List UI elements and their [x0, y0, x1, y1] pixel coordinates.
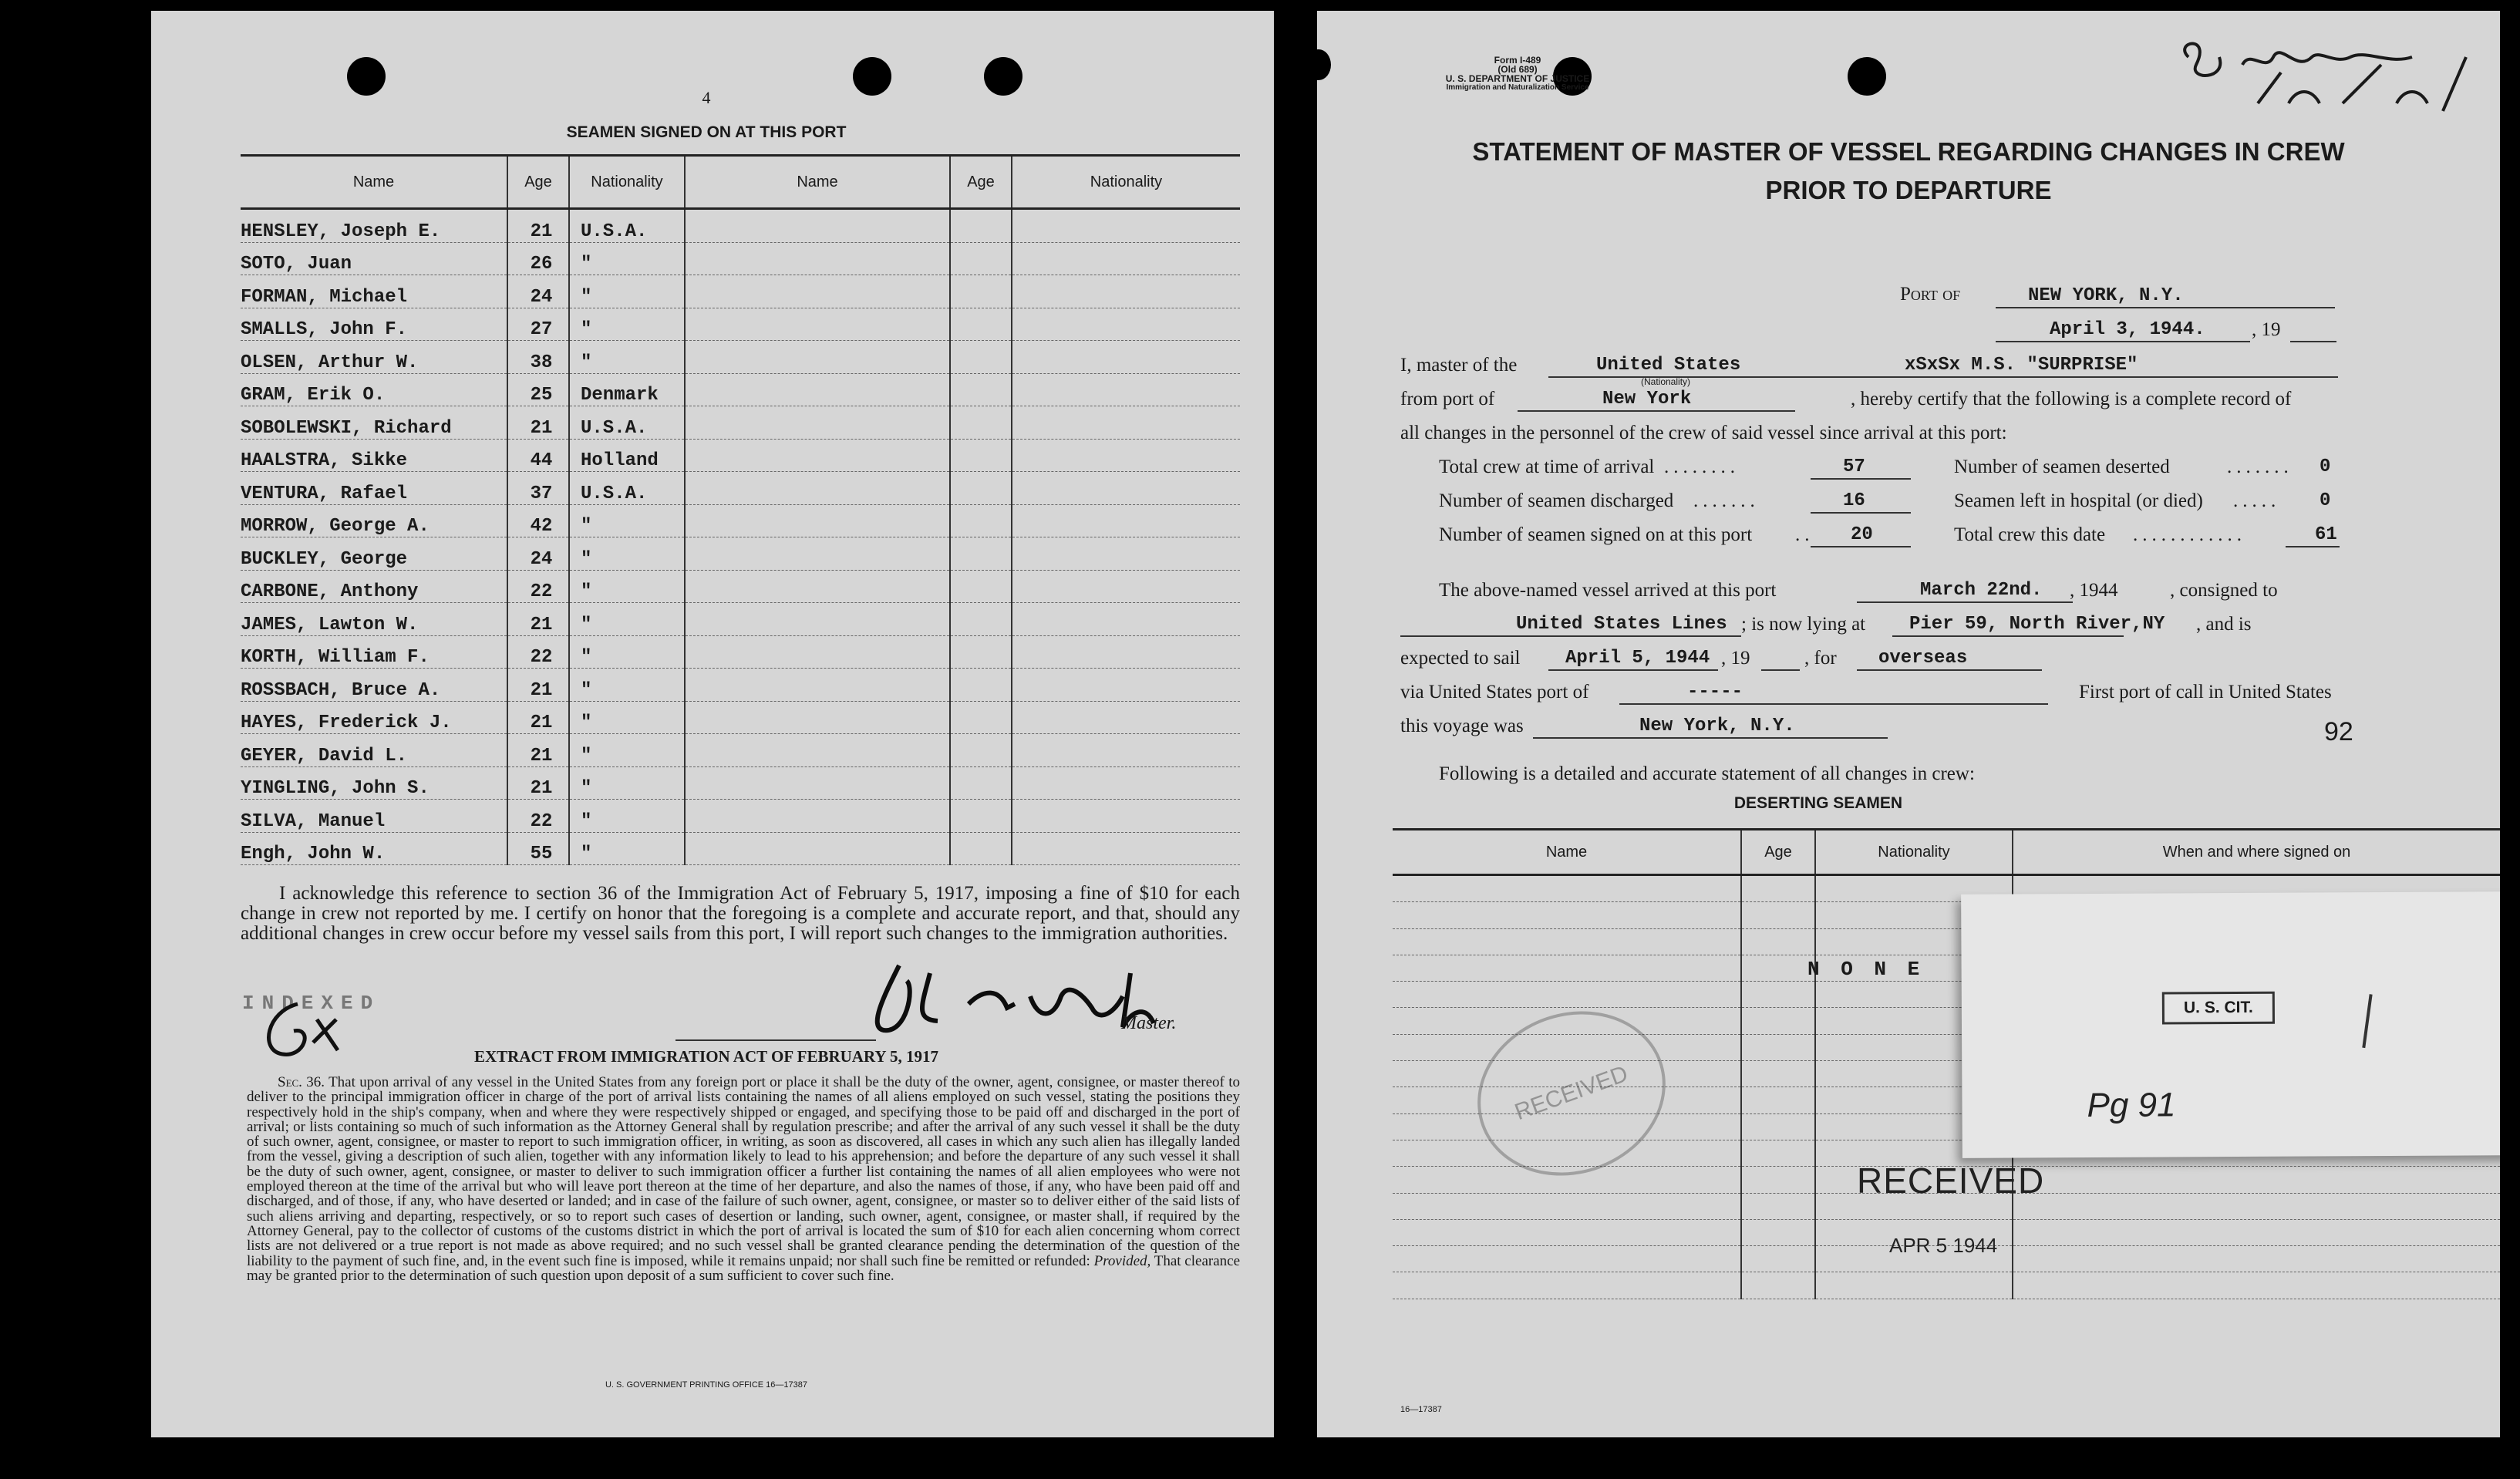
seaman-name: GEYER, David L.	[241, 734, 507, 767]
stat-discharged-label: Number of seamen discharged	[1439, 490, 1674, 511]
empty-cell	[1012, 832, 1240, 865]
empty-cell	[685, 766, 950, 800]
stat-dots: ............	[2133, 524, 2246, 545]
vessel-value: xSxSx M.S. "SURPRISE"	[1905, 355, 2138, 376]
seaman-age: 22	[507, 635, 569, 669]
voyage-value: New York, N.Y.	[1639, 716, 1795, 736]
empty-cell	[1393, 928, 1741, 955]
empty-cell	[685, 242, 950, 275]
empty-cell	[950, 766, 1012, 800]
seaman-age: 24	[507, 537, 569, 571]
header-nationality-2: Nationality	[1012, 156, 1240, 209]
seaman-nationality: "	[569, 832, 685, 865]
empty-cell	[1012, 537, 1240, 571]
empty-cell	[950, 209, 1012, 243]
via-value: -----	[1687, 682, 1743, 702]
empty-cell	[1741, 1140, 1815, 1166]
empty-cell	[950, 341, 1012, 374]
table-row	[241, 275, 1240, 308]
punch-hole	[984, 57, 1022, 96]
title-line-2: PRIOR TO DEPARTURE	[1765, 176, 2052, 204]
empty-cell	[950, 734, 1012, 767]
signature-rule	[675, 1039, 876, 1041]
seaman-name: SOBOLEWSKI, Richard	[241, 406, 507, 440]
empty-cell	[950, 635, 1012, 669]
old-form: (Old 689)	[1498, 64, 1538, 75]
empty-cell	[1012, 373, 1240, 406]
service: Immigration and Naturalization Service	[1446, 83, 1589, 92]
consignee-rule	[1400, 635, 1741, 637]
seaman-age: 22	[507, 800, 569, 833]
table-row	[241, 832, 1240, 865]
table-row	[241, 537, 1240, 571]
seaman-name: OLSEN, Arthur W.	[241, 341, 507, 374]
seaman-age: 21	[507, 406, 569, 440]
seaman-name: Engh, John W.	[241, 832, 507, 865]
stat-rule	[1811, 478, 1911, 480]
seaman-nationality: "	[569, 504, 685, 537]
empty-cell	[1741, 1193, 1815, 1219]
seaman-name: KORTH, William F.	[241, 635, 507, 669]
seaman-name: GRAM, Erik O.	[241, 373, 507, 406]
stat-arrival-label: Total crew at time of arrival	[1439, 457, 1655, 477]
destination-rule	[1857, 669, 2042, 671]
empty-cell	[1741, 875, 1815, 902]
extract-title: EXTRACT FROM IMMIGRATION ACT OF FEBRUARY 5, 1917	[473, 1047, 939, 1066]
seaman-nationality: "	[569, 734, 685, 767]
empty-cell	[950, 570, 1012, 603]
empty-cell	[1741, 982, 1815, 1008]
seaman-name: CARBONE, Anthony	[241, 570, 507, 603]
pasted-slip	[1961, 891, 2500, 1158]
table-row	[1393, 1272, 2500, 1299]
empty-cell	[685, 570, 950, 603]
empty-cell	[1741, 1113, 1815, 1140]
lying-rule	[1892, 635, 2124, 637]
stat-dots: ........	[1664, 457, 1740, 477]
empty-cell	[1012, 766, 1240, 800]
header-nationality: Nationality	[569, 156, 685, 209]
empty-cell	[1012, 275, 1240, 308]
following-text: Following is a detailed and accurate statement of all changes in crew:	[1439, 763, 1975, 784]
empty-cell	[685, 635, 950, 669]
empty-cell	[685, 537, 950, 571]
stat-discharged-value: 16	[1843, 490, 1865, 511]
seaman-age: 42	[507, 504, 569, 537]
empty-cell	[1741, 1061, 1815, 1087]
seaman-age: 37	[507, 472, 569, 505]
from-port-rule	[1518, 410, 1795, 412]
page-mark: 92	[2324, 717, 2353, 746]
table-row	[241, 734, 1240, 767]
seaman-nationality: Holland	[569, 439, 685, 472]
punch-hole	[1848, 57, 1886, 96]
consigned-text: , consigned to	[2170, 580, 2278, 601]
stat-deserted-value: 0	[2320, 457, 2331, 477]
seaman-age: 44	[507, 439, 569, 472]
extract-tail: That clearance may be granted prior to the determination of such question upon deposit of a sum sufficient to cover such fine.	[247, 1252, 1241, 1284]
master-label: Master.	[1121, 1013, 1177, 1033]
empty-cell	[685, 832, 950, 865]
table-row	[241, 766, 1240, 800]
seamen-table-header	[241, 156, 1240, 209]
nineteen: , 19	[1721, 648, 1750, 669]
received-circle-stamp: RECEIVED	[1454, 985, 1689, 1201]
seaman-nationality: "	[569, 766, 685, 800]
stat-today-value: 61	[2315, 524, 2337, 545]
empty-cell	[1012, 242, 1240, 275]
seaman-age: 21	[507, 701, 569, 734]
seaman-name: FORMAN, Michael	[241, 275, 507, 308]
seaman-age: 25	[507, 373, 569, 406]
empty-cell	[685, 275, 950, 308]
empty-cell	[1741, 1219, 1815, 1245]
seaman-nationality: Denmark	[569, 373, 685, 406]
printer-line: U. S. GOVERNMENT PRINTING OFFICE 16—17387	[605, 1380, 808, 1390]
empty-cell	[950, 832, 1012, 865]
year-rule-2	[1761, 669, 1800, 671]
empty-cell	[2013, 1167, 2500, 1193]
seaman-age: 24	[507, 275, 569, 308]
via-rule	[1619, 703, 2048, 705]
seaman-name: HAALSTRA, Sikke	[241, 439, 507, 472]
empty-cell	[2013, 1246, 2500, 1272]
table-row	[241, 406, 1240, 440]
certify-text: , hereby certify that the following is a complete record of	[1851, 389, 2292, 409]
acknowledgment-text: I acknowledge this reference to section 36 of the Immigration Act of February 5, 1917, imposing a fine of $10 for each change in crew not reported by me. I certify on honor that the foregoing is a complete and accurate report, and that, should any additional changes in crew occur before my vessel sails from this port, I will report such changes to the immigration authorities.	[241, 883, 1240, 944]
title-line-1: STATEMENT OF MASTER OF VESSEL REGARDING CHANGES IN CREW	[1472, 137, 2345, 166]
stat-rule	[2286, 546, 2340, 547]
seaman-nationality: "	[569, 341, 685, 374]
us-cit-stamp: U. S. CIT.	[2162, 992, 2275, 1025]
empty-cell	[1741, 902, 1815, 928]
seaman-nationality: "	[569, 275, 685, 308]
destination: overseas	[1878, 648, 1968, 669]
arrived-rule	[1857, 601, 2073, 603]
from-port-label: from port of	[1400, 389, 1495, 409]
seaman-age: 21	[507, 766, 569, 800]
empty-cell	[1012, 570, 1240, 603]
seaman-name: SMALLS, John F.	[241, 308, 507, 341]
empty-cell	[950, 537, 1012, 571]
seaman-nationality: "	[569, 308, 685, 341]
header-name-2: Name	[685, 156, 950, 209]
sail-date: April 5, 1944	[1565, 648, 1710, 669]
empty-cell	[685, 504, 950, 537]
form-number: Form I-489	[1494, 55, 1541, 66]
empty-cell	[685, 669, 950, 702]
table-row	[241, 308, 1240, 341]
empty-cell	[685, 406, 950, 440]
arrived-text: The above-named vessel arrived at this port	[1439, 580, 1777, 601]
form-title	[1317, 133, 2500, 210]
deserting-table-header	[1393, 830, 2500, 875]
empty-cell	[685, 701, 950, 734]
table-row	[241, 669, 1240, 702]
empty-cell	[950, 669, 1012, 702]
first-port-text: First port of call in United States	[2079, 682, 2332, 702]
empty-cell	[1393, 1193, 1741, 1219]
port-label: Port of	[1900, 284, 1961, 305]
master-of-label: I, master of the	[1400, 355, 1518, 376]
table-row	[241, 209, 1240, 243]
empty-cell	[1393, 982, 1741, 1008]
stat-signed-value: 20	[1851, 524, 1873, 545]
department: U. S. DEPARTMENT OF JUSTICE	[1445, 73, 1590, 84]
date-rule	[1996, 341, 2250, 342]
expected-text: expected to sail	[1400, 648, 1521, 669]
empty-cell	[1815, 1272, 2013, 1299]
empty-cell	[1012, 603, 1240, 636]
stat-arrival-value: 57	[1843, 457, 1865, 477]
lying-text: ; is now lying at	[1741, 614, 1866, 635]
stat-deserted-label: Number of seamen deserted	[1954, 457, 2170, 477]
empty-cell	[950, 504, 1012, 537]
empty-cell	[2013, 1272, 2500, 1299]
empty-cell	[1741, 1087, 1815, 1113]
desert-header-nationality: Nationality	[1815, 830, 2013, 875]
seaman-age: 21	[507, 734, 569, 767]
empty-cell	[1741, 928, 1815, 955]
empty-cell	[1012, 472, 1240, 505]
stat-dots: .......	[2227, 457, 2293, 477]
sec-label: Sec. 36.	[278, 1074, 325, 1090]
form-header	[1410, 56, 1626, 93]
seaman-name: JAMES, Lawton W.	[241, 603, 507, 636]
for-text: , for	[1804, 648, 1837, 669]
seaman-name: YINGLING, John S.	[241, 766, 507, 800]
stat-dots: ..	[1795, 524, 1814, 545]
seaman-age: 55	[507, 832, 569, 865]
empty-cell	[1741, 1034, 1815, 1060]
punch-hole	[853, 57, 891, 96]
seaman-name: SILVA, Manuel	[241, 800, 507, 833]
page-number: 4	[702, 88, 711, 107]
table-row	[241, 603, 1240, 636]
empty-cell	[950, 373, 1012, 406]
stat-hospital-label: Seamen left in hospital (or died)	[1954, 490, 2203, 511]
stat-dots: .....	[2233, 490, 2281, 511]
empty-cell	[950, 242, 1012, 275]
voyage-rule	[1533, 737, 1888, 739]
seaman-age: 26	[507, 242, 569, 275]
header-age-2: Age	[950, 156, 1012, 209]
seaman-name: MORROW, George A.	[241, 504, 507, 537]
empty-cell	[950, 701, 1012, 734]
empty-cell	[1393, 902, 1741, 928]
consignee: United States Lines	[1516, 614, 1727, 635]
seaman-name: HENSLEY, Joseph E.	[241, 209, 507, 243]
seaman-age: 38	[507, 341, 569, 374]
left-page	[151, 11, 1274, 1437]
table-row	[241, 504, 1240, 537]
nationality-value: United States	[1596, 355, 1741, 376]
empty-cell	[1012, 341, 1240, 374]
empty-cell	[685, 800, 950, 833]
extract-text: That upon arrival of any vessel in the United States from any foreign port or place it shall be the duty of the owner, agent, consignee, or master thereof to deliver to the principal immigration officer in charge of the port of arrival lists containing the names of all aliens employed on such vessel, stating the positions they respectively hold in the ship's company, when and where they were respectively shipped or engaged, and specifying those to be paid off and discharged in the port of arrival; or lists containing so much of such information as the Attorney General shall by regulation prescribe; and after the arrival of any such vessel it shall be the duty of such owner, agent, consignee, or master to report to such immigration officer, in writing, as soon as discovered, all cases in which any such alien has illegally landed from the vessel, giving a description of such alien, together with any information likely to lead to his apprehension; and before the departure of any such vessel it shall be the duty of such owner, agent, consignee, or master to deliver to such immigration officer a further list containing the names of all alien employees who were not employed thereon at the time of the arrival but who will leave port thereon at the time of her departure, and also the names of those, if any, who have been paid off and discharged, and of those, if any, who have deserted or landed; and in case of the failure of such owner, agent, consignee, or master so to deliver either of the said lists of such aliens arriving and departing, respectively, or so to report such cases of desertion or landing, such owner, agent, consignee, or master shall, if required by the Attorney General, pay to the collector of customs of the customs district in which the port of arrival is located the sum of $10 for each alien concerning whom correct lists are not delivered or a true report is not made as above required; and no such vessel shall be granted clearance pending the determination of the question of the liability to the payment of such fine, and, in the event such fine is imposed, while it remains unpaid; nor shall such fine be remitted or refunded:	[247, 1074, 1240, 1269]
seaman-name: HAYES, Frederick J.	[241, 701, 507, 734]
year-suffix: , 19	[2252, 319, 2281, 340]
empty-cell	[950, 472, 1012, 505]
table-row	[241, 635, 1240, 669]
seaman-age: 22	[507, 570, 569, 603]
seaman-name: BUCKLEY, George	[241, 537, 507, 571]
empty-cell	[685, 439, 950, 472]
seaman-nationality: U.S.A.	[569, 209, 685, 243]
empty-cell	[1393, 1246, 1741, 1272]
header-name: Name	[241, 156, 507, 209]
lying-value: Pier 59, North River,NY	[1909, 614, 2165, 635]
arrived-year: , 1944	[2070, 580, 2118, 601]
empty-cell	[1393, 1272, 1741, 1299]
none-text: N O N E	[1807, 958, 1925, 981]
pasted-note: Pg 91	[2087, 1086, 2176, 1125]
punch-hole	[347, 57, 386, 96]
empty-cell	[1741, 955, 1815, 981]
punch-hole	[1317, 49, 1331, 80]
received-date: APR 5 1944	[1889, 1234, 1998, 1257]
empty-cell	[1012, 635, 1240, 669]
empty-cell	[1012, 734, 1240, 767]
seaman-nationality: U.S.A.	[569, 406, 685, 440]
empty-cell	[685, 308, 950, 341]
empty-cell	[950, 308, 1012, 341]
all-changes-text: all changes in the personnel of the crew of said vessel since arrival at this port:	[1400, 423, 2007, 443]
seamen-table	[241, 154, 1240, 865]
empty-cell	[1393, 1219, 1741, 1245]
empty-cell	[950, 275, 1012, 308]
empty-cell	[950, 800, 1012, 833]
stat-rule	[1811, 512, 1911, 514]
right-page	[1317, 11, 2500, 1437]
empty-cell	[1393, 875, 1741, 902]
seaman-age: 21	[507, 603, 569, 636]
table-row	[241, 800, 1240, 833]
seaman-nationality: "	[569, 669, 685, 702]
empty-cell	[2013, 1193, 2500, 1219]
empty-cell	[1741, 1272, 1815, 1299]
empty-cell	[685, 472, 950, 505]
header-age: Age	[507, 156, 569, 209]
seaman-nationality: "	[569, 800, 685, 833]
empty-cell	[950, 603, 1012, 636]
stat-today-label: Total crew this date	[1954, 524, 2106, 545]
port-rule	[1996, 307, 2335, 308]
pen-mark	[2362, 994, 2372, 1048]
empty-cell	[1393, 955, 1741, 981]
seaman-name: VENTURA, Rafael	[241, 472, 507, 505]
seaman-nationality: "	[569, 242, 685, 275]
empty-cell	[685, 209, 950, 243]
table-row	[241, 439, 1240, 472]
empty-cell	[950, 439, 1012, 472]
empty-cell	[1012, 439, 1240, 472]
voyage-text: this voyage was	[1400, 716, 1524, 736]
seaman-name: SOTO, Juan	[241, 242, 507, 275]
seaman-nationality: "	[569, 537, 685, 571]
empty-cell	[1012, 406, 1240, 440]
deserting-title: DESERTING SEAMEN	[1733, 794, 1903, 812]
empty-cell	[1012, 209, 1240, 243]
stat-hospital-value: 0	[2320, 490, 2331, 511]
empty-cell	[1012, 800, 1240, 833]
arrived-date: March 22nd.	[1920, 580, 2043, 601]
seaman-age: 21	[507, 669, 569, 702]
from-port-value: New York	[1602, 389, 1692, 409]
table-row	[241, 242, 1240, 275]
and-is: , and is	[2196, 614, 2252, 635]
table-row	[241, 373, 1240, 406]
received-stamp: RECEIVED	[1857, 1161, 2045, 1201]
seaman-age: 27	[507, 308, 569, 341]
handwritten-note	[2212, 26, 2387, 56]
seaman-name: ROSSBACH, Bruce A.	[241, 669, 507, 702]
table-row	[241, 570, 1240, 603]
section-title: SEAMEN SIGNED ON AT THIS PORT	[566, 123, 847, 141]
table-row	[241, 341, 1240, 374]
empty-cell	[1012, 504, 1240, 537]
empty-cell	[685, 734, 950, 767]
empty-cell	[1741, 1008, 1815, 1034]
seaman-nationality: "	[569, 635, 685, 669]
empty-cell	[2013, 1219, 2500, 1245]
seaman-nationality: "	[569, 570, 685, 603]
port-value: NEW YORK, N.Y.	[2028, 285, 2184, 306]
empty-cell	[685, 341, 950, 374]
empty-cell	[1741, 1167, 1815, 1193]
seaman-nationality: "	[569, 701, 685, 734]
indexed-stamp: INDEXED	[242, 992, 381, 1015]
desert-header-age: Age	[1741, 830, 1815, 875]
empty-cell	[1012, 701, 1240, 734]
empty-cell	[1741, 1246, 1815, 1272]
desert-header-signed: When and where signed on	[2013, 830, 2500, 875]
nationality-caption: (Nationality)	[1641, 376, 1691, 387]
sail-rule	[1548, 669, 1718, 671]
desert-header-name: Name	[1393, 830, 1741, 875]
empty-cell	[1012, 669, 1240, 702]
initials-mark	[251, 996, 344, 1066]
empty-cell	[1012, 308, 1240, 341]
empty-cell	[685, 373, 950, 406]
table-row	[241, 472, 1240, 505]
seaman-age: 21	[507, 209, 569, 243]
seaman-nationality: U.S.A.	[569, 472, 685, 505]
via-text: via United States port of	[1400, 682, 1589, 702]
stat-rule	[1811, 546, 1911, 547]
table-row	[241, 701, 1240, 734]
stat-signed-label: Number of seamen signed on at this port	[1439, 524, 1753, 545]
vessel-rule	[1826, 376, 2338, 378]
empty-cell	[685, 603, 950, 636]
provided-word: Provided,	[1093, 1252, 1151, 1269]
year-rule	[2290, 341, 2336, 342]
stat-dots: .......	[1693, 490, 1760, 511]
date-value: April 3, 1944.	[2050, 319, 2205, 340]
seaman-nationality: "	[569, 603, 685, 636]
extract-body	[247, 1075, 1240, 1283]
right-printer-line: 16—17387	[1400, 1405, 1442, 1414]
empty-cell	[950, 406, 1012, 440]
